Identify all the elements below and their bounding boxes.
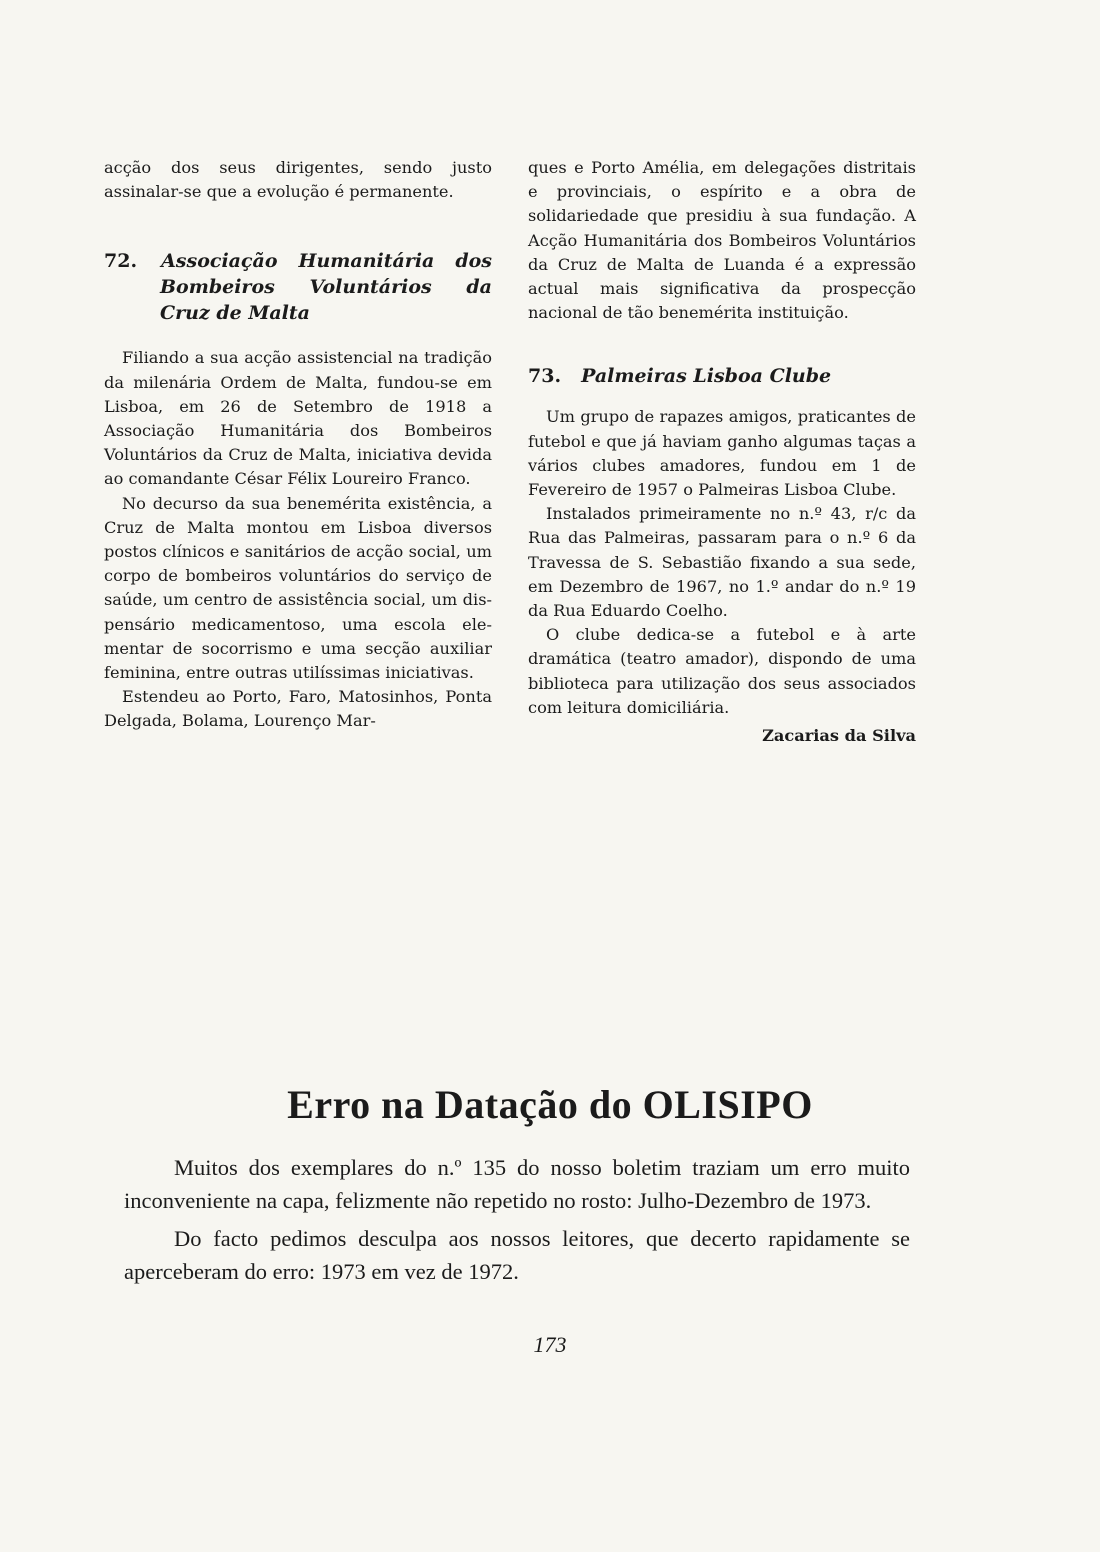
paragraph: Muitos dos exemplares do n.º 135 do nosso boletim traziam um erro muito inconveniente na capa, felizmente não repetido no rosto: Julho-Dezembro de 1973. — [124, 1155, 910, 1213]
paragraph: Do facto pedimos desculpa aos nossos leitores, que decerto rapidamente se aperceberam do erro: 1973 em vez de 1972. — [124, 1226, 910, 1284]
paragraph: Filiando a sua acção assistencial na tradição da milenária Ordem de Malta, fundou-se em Lisboa, em 26 de Setembro de 1918 a Associação Humanitária dos Bombeiros Voluntários da Cruz de Malta, iniciativa devida ao comandante César Félix Loureiro Franco. — [104, 348, 492, 489]
right-column — [528, 156, 916, 748]
paragraph: No decurso da sua benemérita existência, a Cruz de Malta montou em Lisboa diversos postos clínicos e sanitários de acção social, um corpo de bombeiros voluntários do serviço de saúde, um centro de assistência social, um dispensário medicamentoso, uma escola elementar de socorrismo e uma secção auxiliar feminina, entre outras utilíssimas iniciativas. — [104, 493, 492, 683]
paragraph: Estendeu ao Porto, Faro, Matosinhos, Ponta Delgada, Bolama, Lourenço Mar- — [104, 687, 492, 731]
paragraph: acção dos seus dirigentes, sendo justo assinalar-se que a evolução é permanente. — [104, 158, 492, 202]
section-title: Palmeiras Lisboa Clube — [581, 365, 832, 388]
page-number: 173 — [533, 1332, 567, 1357]
section-number: 72. — [104, 250, 138, 273]
section-heading-72 — [104, 248, 492, 326]
section-heading-73 — [528, 363, 916, 389]
paragraph: ques e Porto Amélia, em delegações distritais e provinciais, o espírito e a obra de solidariedade que presidiu à sua fundação. A Acção Humanitária dos Bombeiros Voluntários da Cruz de Malta de Luanda é a expressão actual mais significativa da prospecção nacional de tão benemérita instituição. — [528, 158, 916, 323]
author-signature: Zacarias da Silva — [762, 726, 916, 746]
notice-body — [124, 1152, 910, 1294]
paragraph: Instalados primeiramente no n.º 43, r/c da Rua das Palmeiras, passaram para o n.º 6 da Travessa de S. Sebastião fixando a sua sede, em Dezembro de 1967, no 1.º andar do n.º 19 da Rua Eduardo Coelho. — [528, 504, 916, 621]
section-number: 73. — [528, 365, 562, 388]
section-title: Associação Humanitária dos Bombeiros Voluntários da Cruz de Malta — [160, 250, 492, 325]
paragraph: Um grupo de rapazes amigos, praticantes de futebol e que já haviam ganho algumas taças a vários clubes amadores, fundou em 1 de Fevereiro de 1957 o Palmeiras Lisboa Clube. — [528, 407, 916, 500]
left-column — [104, 156, 492, 734]
notice-title: Erro na Datação do OLISIPO — [287, 1081, 813, 1127]
paragraph: O clube dedica-se a futebol e à arte dramática (teatro amador), dispondo de uma biblioteca para utilização dos seus associados com leitura domiciliária. — [528, 625, 916, 717]
